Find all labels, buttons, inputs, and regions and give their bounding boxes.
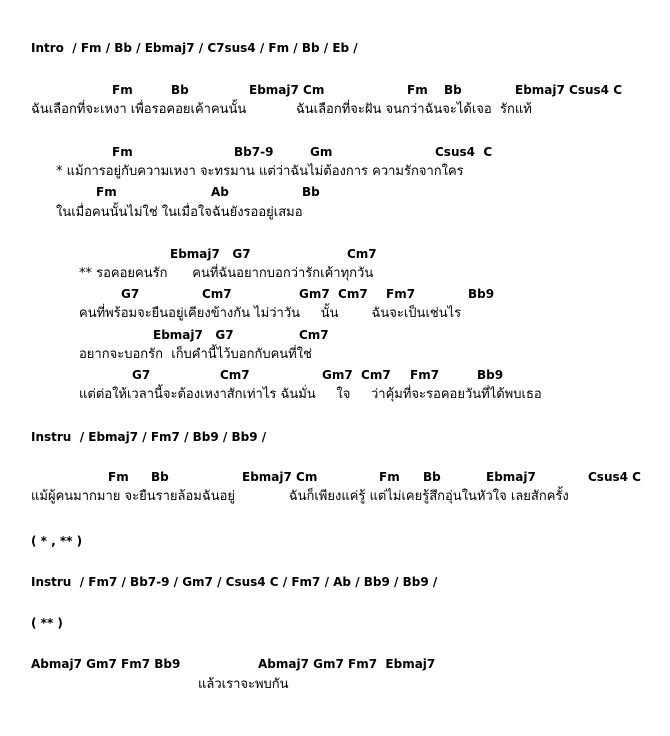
chord-symbol: Bb <box>423 470 441 484</box>
chord-symbol: Bb <box>444 83 462 97</box>
intro-line: Intro / Fm / Bb / Ebmaj7 / C7sus4 / Fm / Bb / Eb / <box>31 41 358 55</box>
chord-symbol: Cm7 <box>202 287 232 301</box>
chord-symbol: Ebmaj7 Cm <box>242 470 318 484</box>
outro-chord-line <box>0 656 670 672</box>
verse2-lyric-line-2: ในเมื่อคนนั้นไม่ใช่ ในเมื่อใจฉันยังรออยู่เสมอ <box>56 205 303 220</box>
chord-symbol: Cm7 <box>220 368 250 382</box>
chord-symbol: Ab <box>211 185 229 199</box>
chord-symbol: G7 <box>121 287 140 301</box>
verse2-lyric-line-1: * แม้การอยู่กับความเหงา จะทรมาน แต่ว่าฉันไม่ต้องการ ความรักจากใคร <box>56 164 464 179</box>
verse2-chord-line-1 <box>0 144 670 160</box>
chord-symbol: Ebmaj7 G7 <box>170 247 251 261</box>
chord-symbol: Gm <box>310 145 333 159</box>
chorus-lyric-line-2: คนที่พร้อมจะยืนอยู่เคียงข้างกัน ไม่ว่าวัน นั้น ฉันจะเป็นเช่นไร <box>79 306 462 321</box>
verse1-lyric-line: ฉันเลือกที่จะเหงา เพื่อรอคอยเค้าคนนั้น ฉันเลือกที่จะฝัน จนกว่าฉันจะได้เจอ รักแท้ <box>31 102 532 117</box>
chord-symbol: Ebmaj7 G7 <box>153 328 234 342</box>
chord-symbol: Gm7 Cm7 <box>299 287 368 301</box>
chord-symbol: Fm <box>379 470 400 484</box>
repeat-marker-1: ( * , ** ) <box>31 534 83 548</box>
chord-symbol: Bb7-9 <box>234 145 274 159</box>
chord-symbol: Csus4 C <box>588 470 641 484</box>
chord-symbol: Abmaj7 Gm7 Fm7 Bb9 <box>31 657 181 671</box>
chorus-chord-line-4 <box>0 367 670 383</box>
chorus-chord-line-1 <box>0 246 670 262</box>
chord-symbol: Gm7 Cm7 <box>322 368 391 382</box>
chorus-chord-line-2 <box>0 286 670 302</box>
verse1-chord-line <box>0 82 670 98</box>
chord-symbol: Ebmaj7 <box>486 470 536 484</box>
chord-symbol: Fm <box>112 145 133 159</box>
chorus-lyric-line-1: ** รอคอยคนรัก คนที่ฉันอยากบอกว่ารักเค้าทุกวัน <box>79 266 374 281</box>
chord-symbol: Bb9 <box>477 368 504 382</box>
verse3-lyric-line: แม้ผู้คนมากมาย จะยืนรายล้อมฉันอยู่ ฉันก็เพียงแค่รู้ แต่ไม่เคยรู้สึกอุ่นในหัวใจ เลยสักครั้ง <box>31 489 569 504</box>
chord-symbol: Fm7 <box>410 368 440 382</box>
outro-lyric-line: แล้วเราจะพบกัน <box>198 677 289 692</box>
verse2-chord-line-2 <box>0 184 670 200</box>
chord-symbol: Cm7 <box>299 328 329 342</box>
chord-symbol: Bb <box>171 83 189 97</box>
chord-symbol: Fm <box>112 83 133 97</box>
chorus-lyric-line-4: แต่ต่อให้เวลานี้จะต้องเหงาสักเท่าไร ฉันมั่น ใจ ว่าคุ้มที่จะรอคอยวันที่ได้พบเธอ <box>79 387 542 402</box>
chord-symbol: Csus4 C <box>435 145 493 159</box>
chord-symbol: Bb <box>302 185 320 199</box>
repeat-marker-2: ( ** ) <box>31 616 63 630</box>
chord-symbol: G7 <box>132 368 151 382</box>
chord-symbol: Bb <box>151 470 169 484</box>
instrumental-line-2: Instru / Fm7 / Bb7-9 / Gm7 / Csus4 C / Fm7 / Ab / Bb9 / Bb9 / <box>31 575 438 589</box>
chord-symbol: Ebmaj7 Csus4 C <box>515 83 622 97</box>
chord-symbol: Fm7 <box>386 287 416 301</box>
chord-symbol: Fm <box>108 470 129 484</box>
chord-symbol: Bb9 <box>468 287 495 301</box>
chord-symbol: Abmaj7 Gm7 Fm7 Ebmaj7 <box>258 657 436 671</box>
instrumental-line-1: Instru / Ebmaj7 / Fm7 / Bb9 / Bb9 / <box>31 430 267 444</box>
verse3-chord-line <box>0 469 670 485</box>
chorus-lyric-line-3: อยากจะบอกรัก เก็บคำนี้ไว้บอกกับคนที่ใช่ <box>79 347 312 362</box>
chorus-chord-line-3 <box>0 327 670 343</box>
chord-symbol: Cm7 <box>347 247 377 261</box>
chord-symbol: Fm <box>96 185 117 199</box>
chord-symbol: Ebmaj7 Cm <box>249 83 325 97</box>
chord-symbol: Fm <box>407 83 428 97</box>
